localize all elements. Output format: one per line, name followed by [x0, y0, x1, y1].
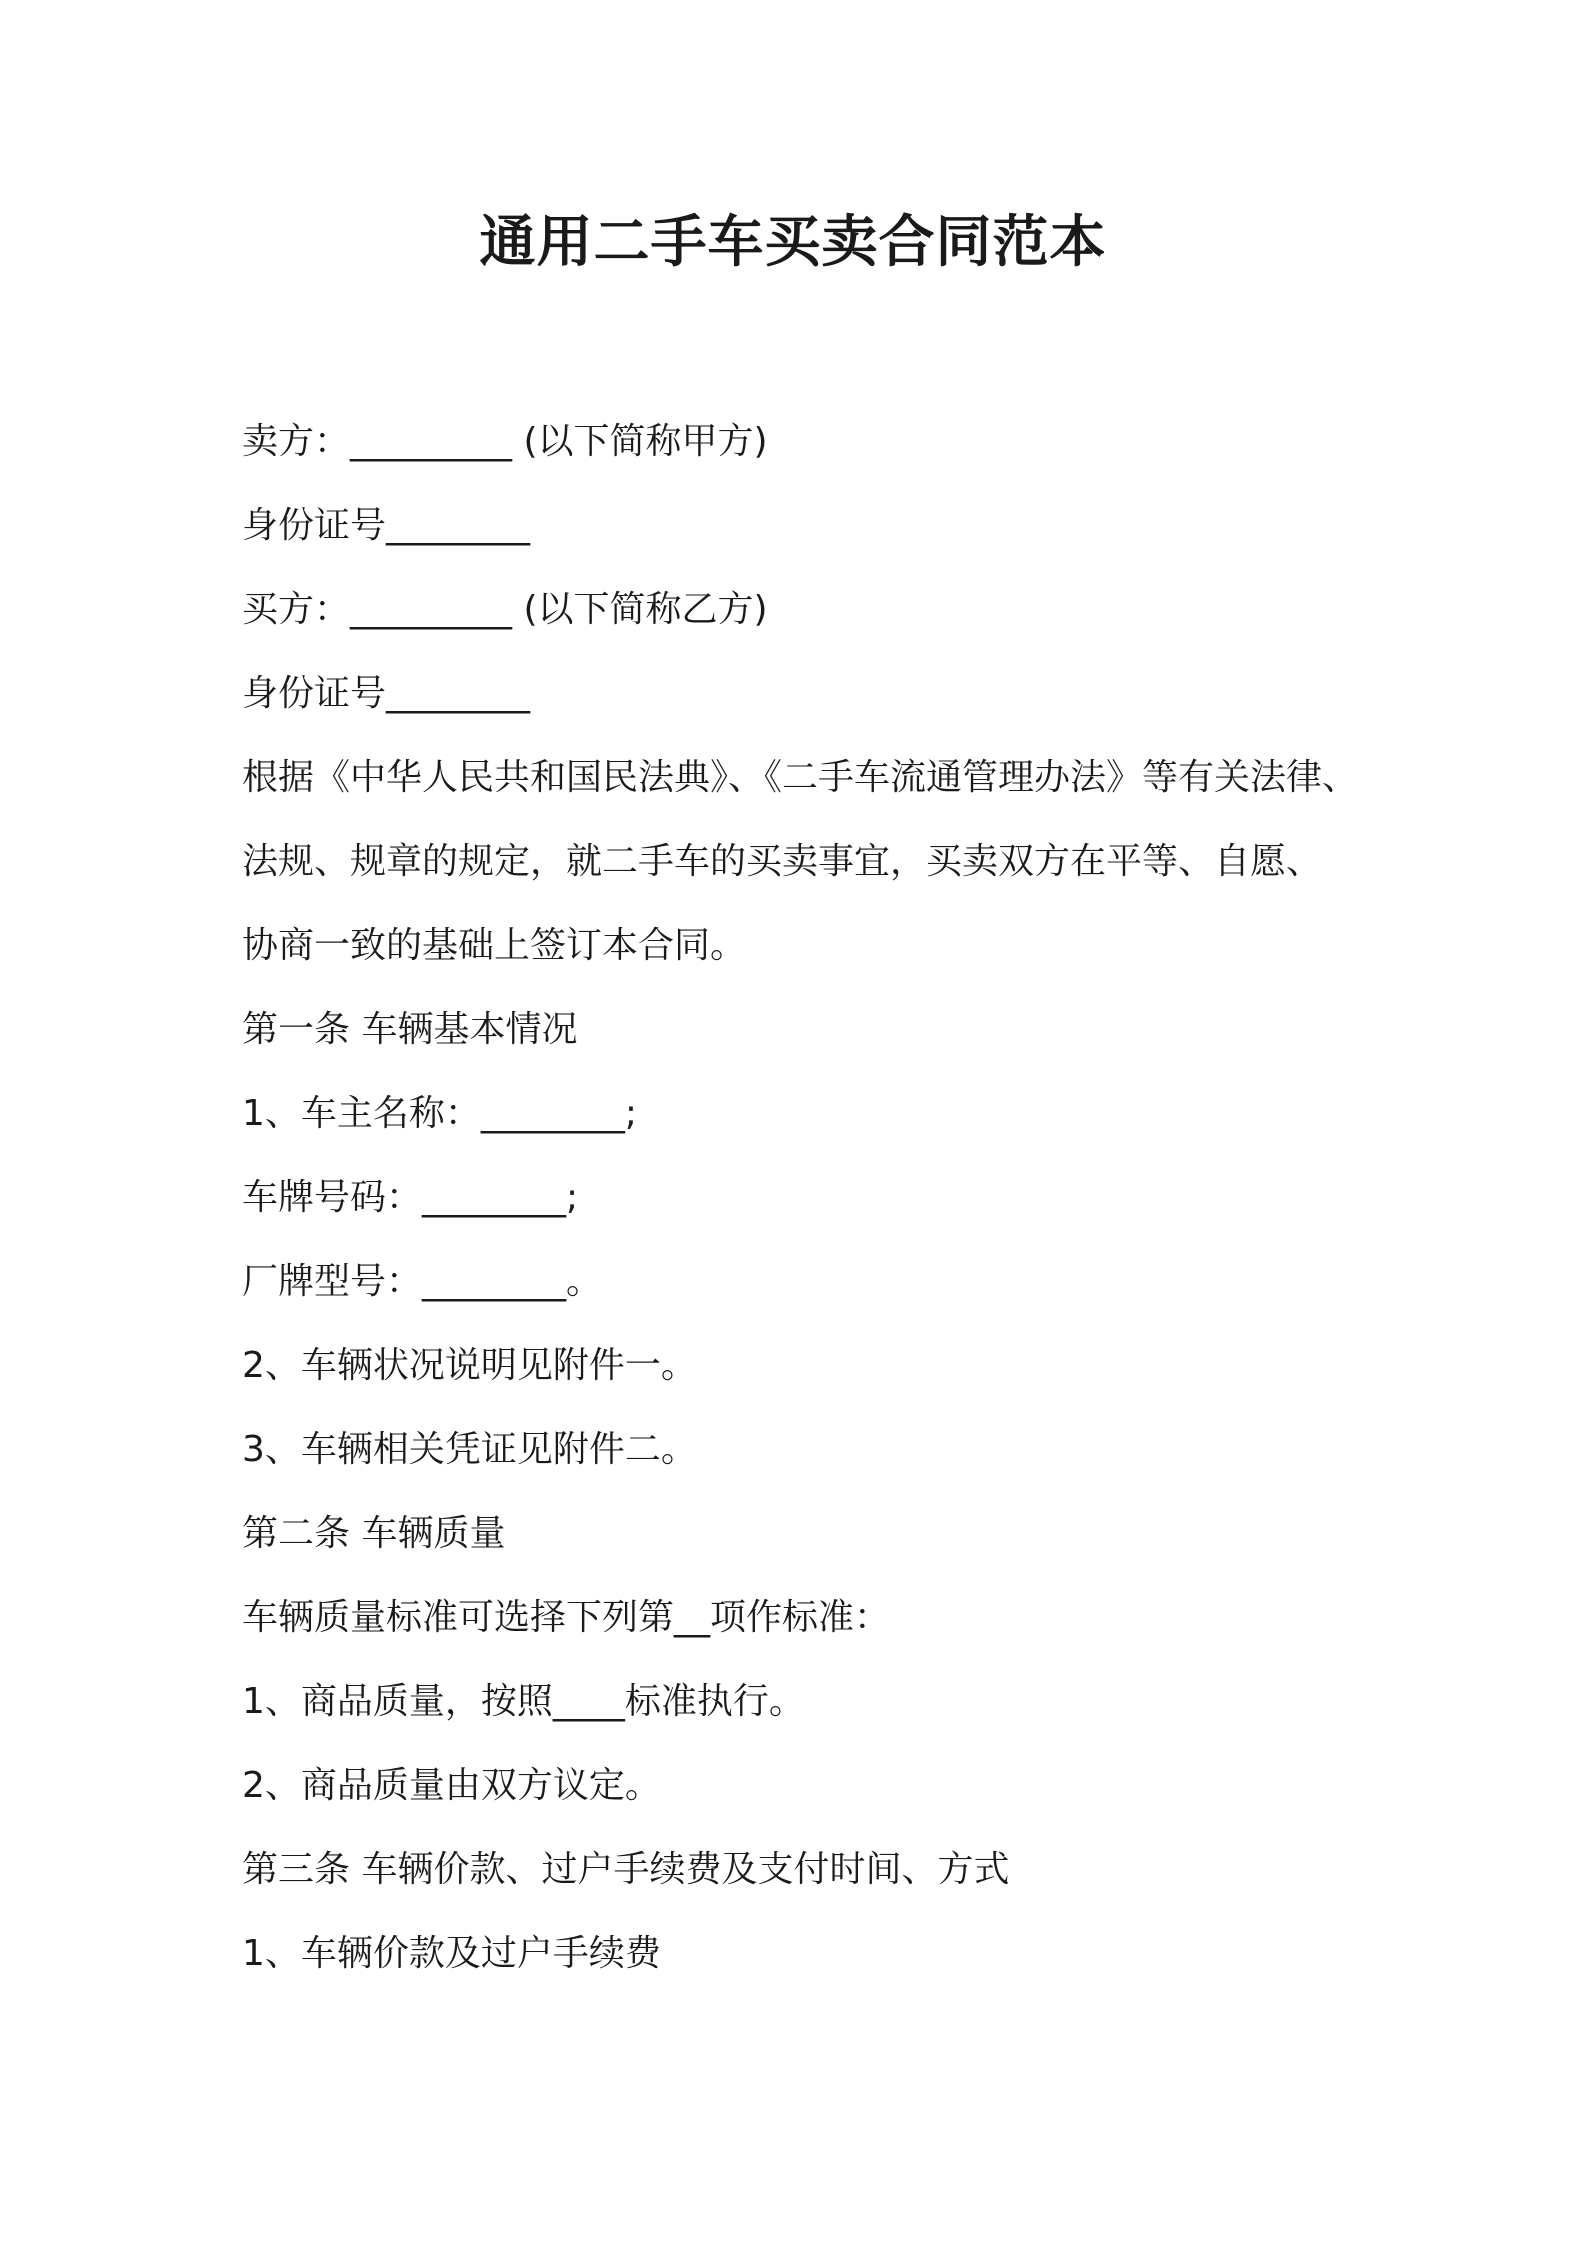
preamble-line-1: 根据《中华人民共和国民法典》、《二手车流通管理办法》等有关法律、 [242, 757, 1359, 798]
article-1-heading: 第一条 车辆基本情况 [242, 1009, 578, 1050]
buyer-id-line: 身份证号________ [242, 673, 531, 714]
price-fee-line: 1、车辆价款及过户手续费 [242, 1933, 661, 1974]
preamble-line-2: 法规、规章的规定，就二手车的买卖事宜，买卖双方在平等、自愿、 [242, 841, 1323, 882]
plate-number-line: 车牌号码：________; [242, 1177, 579, 1218]
buyer-line: 买方：_________ (以下简称乙方) [242, 589, 768, 630]
article-3-heading: 第三条 车辆价款、过户手续费及支付时间、方式 [242, 1849, 1010, 1890]
document-title: 通用二手车买卖合同范本 [479, 210, 1107, 275]
seller-line: 卖方：_________ (以下简称甲方) [242, 421, 768, 462]
vehicle-condition-line: 2、车辆状况说明见附件一。 [242, 1345, 697, 1386]
seller-id-line: 身份证号________ [242, 505, 531, 546]
vehicle-documents-line: 3、车辆相关凭证见附件二。 [242, 1429, 697, 1470]
quality-option-1-line: 1、商品质量，按照____标准执行。 [242, 1681, 805, 1722]
preamble-line-3: 协商一致的基础上签订本合同。 [242, 925, 747, 966]
quality-standard-line: 车辆质量标准可选择下列第__项作标准： [242, 1597, 891, 1638]
quality-option-2-line: 2、商品质量由双方议定。 [242, 1765, 661, 1806]
brand-model-line: 厂牌型号：________。 [242, 1261, 603, 1302]
owner-name-line: 1、车主名称：________; [242, 1093, 638, 1134]
document-body [242, 400, 1362, 1996]
article-2-heading: 第二条 车辆质量 [242, 1513, 506, 1554]
